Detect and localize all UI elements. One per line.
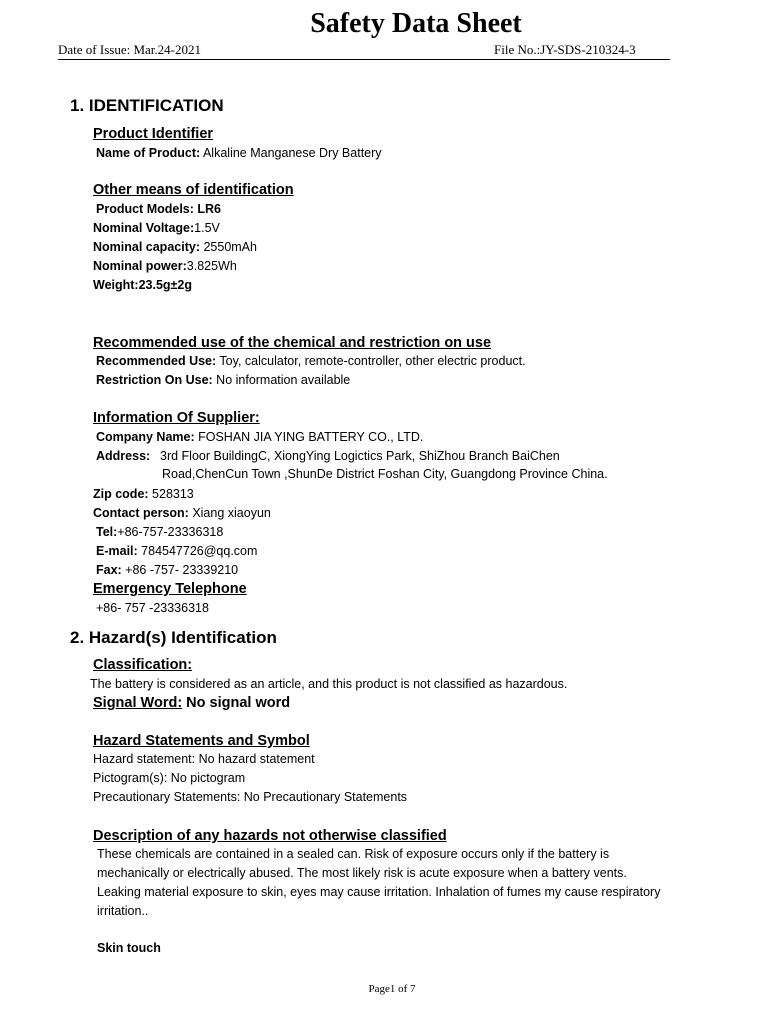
signal-word-row: [93, 695, 290, 711]
email-label: E-mail:: [96, 544, 138, 558]
restriction-value: No information available: [212, 373, 351, 387]
product-name-value: Alkaline Manganese Dry Battery: [200, 146, 382, 160]
document-title: Safety Data Sheet: [310, 8, 522, 39]
address-line-2: Road,ChenCun Town ,ShunDe District Foshan City, Guangdong Province China.: [162, 467, 608, 481]
contact-person-label: Contact person:: [93, 506, 189, 520]
hazard-statement: Hazard statement: No hazard statement: [93, 752, 315, 766]
other-means-heading: Other means of identification: [93, 182, 294, 198]
zip-code-row: [93, 487, 194, 501]
restriction-row: [96, 373, 350, 387]
description-line-2: mechanically or electrically abused. The most likely risk is acute exposure when a battery vents.: [97, 866, 627, 880]
nominal-power-label: Nominal power:: [93, 259, 187, 273]
file-number: File No.:JY-SDS-210324-3: [494, 42, 636, 57]
classification-text: The battery is considered as an article, and this product is not classified as hazardous.: [90, 677, 568, 691]
nominal-voltage-value: 1.5V: [194, 221, 220, 235]
section-2-heading: 2. Hazard(s) Identification: [70, 628, 277, 647]
emergency-telephone-value: +86- 757 -23336318: [96, 601, 209, 615]
description-line-4: irritation..: [97, 904, 149, 918]
nominal-capacity-label: Nominal capacity:: [93, 240, 200, 254]
fax-label: Fax:: [96, 563, 122, 577]
description-line-1: These chemicals are contained in a sealed can. Risk of exposure occurs only if the battery is: [97, 847, 610, 861]
product-name-row: [96, 146, 382, 160]
description-line-3: Leaking material exposure to skin, eyes may cause irritation. Inhalation of fumes my cause respiratory: [97, 885, 661, 899]
fax-row: [96, 563, 238, 577]
product-identifier-heading: Product Identifier: [93, 126, 214, 142]
contact-person-row: [93, 506, 271, 520]
nominal-voltage-label: Nominal Voltage:: [93, 221, 195, 235]
section-1-heading: 1. IDENTIFICATION: [70, 96, 224, 115]
description-heading: Description of any hazards not otherwise classified: [93, 828, 447, 844]
nominal-capacity-row: [93, 240, 257, 254]
nominal-capacity-value: 2550mAh: [199, 240, 257, 254]
company-name-value: FOSHAN JIA YING BATTERY CO., LTD.: [194, 430, 424, 444]
fax-value: +86 -757- 23339210: [121, 563, 239, 577]
email-value: 784547726@qq.com: [137, 544, 258, 558]
recommended-use-heading: Recommended use of the chemical and restriction on use: [93, 335, 492, 351]
page-number: Page1 of 7: [368, 983, 416, 995]
signal-word-label: Signal Word:: [93, 695, 183, 711]
recommended-use-row: [96, 354, 526, 368]
nominal-voltage-row: [93, 221, 220, 235]
address-label: Address:: [96, 449, 151, 463]
header-divider: [58, 59, 670, 60]
signal-word-value: No signal word: [182, 695, 291, 711]
email-row: [96, 544, 257, 558]
tel-row: [96, 525, 223, 539]
company-name-label: Company Name:: [96, 430, 195, 444]
precautionary-statement: Precautionary Statements: No Precautionary Statements: [93, 790, 408, 804]
company-name-row: [96, 430, 423, 444]
skin-touch-heading: Skin touch: [97, 941, 161, 955]
address-line-1: 3rd Floor BuildingC, XiongYing Logictics Park, ShiZhou Branch BaiChen: [160, 449, 560, 463]
recommended-use-value: Toy, calculator, remote-controller, other electric product.: [216, 354, 526, 368]
nominal-power-value: 3.825Wh: [186, 259, 237, 273]
tel-value: +86-757-23336318: [117, 525, 224, 539]
pictogram-statement: Pictogram(s): No pictogram: [93, 771, 246, 785]
emergency-telephone-heading: Emergency Telephone: [93, 581, 247, 597]
restriction-label: Restriction On Use:: [96, 373, 213, 387]
issue-date: Date of Issue: Mar.24-2021: [58, 42, 201, 57]
product-name-label: Name of Product:: [96, 146, 201, 160]
zip-code-label: Zip code:: [93, 487, 149, 501]
contact-person-value: Xiang xiaoyun: [188, 506, 271, 520]
recommended-use-label: Recommended Use:: [96, 354, 217, 368]
product-models: Product Models: LR6: [96, 202, 222, 216]
supplier-heading: Information Of Supplier:: [93, 410, 260, 426]
weight: Weight:23.5g±2g: [93, 278, 193, 292]
hazard-statements-heading: Hazard Statements and Symbol: [93, 733, 310, 749]
zip-code-value: 528313: [148, 487, 194, 501]
nominal-power-row: [93, 259, 237, 273]
tel-label: Tel:: [96, 525, 118, 539]
classification-heading: Classification:: [93, 657, 193, 673]
